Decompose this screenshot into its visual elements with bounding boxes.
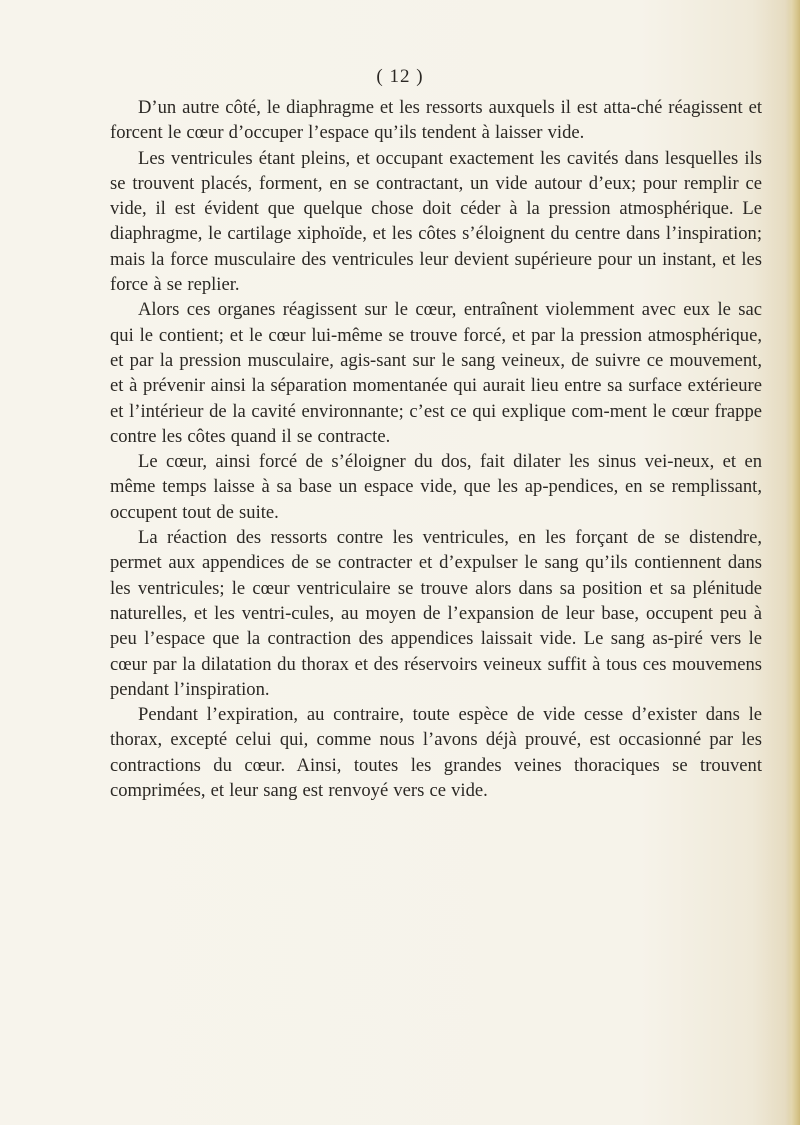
paragraph-2: Les ventricules étant pleins, et occupant exactement les cavités dans lesquelles ils se trouvent placés, forment, en se contractant, un vide autour d’eux; pour remplir ce vide, il est évident que quelque chose doit céder à la pression atmosphérique. Le diaphragme, le cartilage xiphoïde, et les côtes s’éloignent du centre dans l’inspiration; mais la force musculaire des ventricules leur devient supérieure pour un instant, et les force à se replier. (110, 147, 762, 296)
paragraph-3: Alors ces organes réagissent sur le cœur, entraînent violemment avec eux le sac qui le contient; et le cœur lui-même se trouve forcé, et par la pression atmosphérique, et par la pression musculaire, agis-sant sur le sang veineux, de suivre ce mouvement, et à prévenir ainsi la séparation momentanée qui aurait lieu entre sa surface extérieure et l’intérieur de la cavité environnante; c’est ce qui explique com-ment le cœur frappe contre les côtes quand il se contracte. (110, 299, 762, 447)
page-binding-edge (786, 0, 800, 1125)
paragraph-4: Le cœur, ainsi forcé de s’éloigner du dos, fait dilater les sinus vei-neux, et en même temps laisse à sa base un espace vide, que les ap-pendices, en se remplissant, occupent tout de suite. (110, 451, 762, 523)
body-text (110, 95, 762, 803)
paragraph-1: D’un autre côté, le diaphragme et les ressorts auxquels il est atta-ché réagissent et forcent le cœur d’occuper l’espace qu’ils tendent à laisser vide. (110, 97, 762, 144)
paragraph-6: Pendant l’expiration, au contraire, toute espèce de vide cesse d’exister dans le thorax, excepté celui qui, comme nous l’avons déjà prouvé, est occasionné par les contractions du cœur. Ainsi, toutes les grandes veines thoraciques se trouvent comprimées, et leur sang est renvoyé vers ce vide. (110, 704, 762, 802)
paragraph-5: La réaction des ressorts contre les ventricules, en les forçant de se distendre, permet aux appendices de se contracter et d’expulser le sang qu’ils contiennent dans les ventricules; le cœur ventriculaire se trouve alors dans sa position et sa plénitude naturelles, et les ventri-cules, au moyen de l’expansion de leur base, occupent peu à peu l’espace que la contraction des appendices laissait vide. Le sang as-piré vers le cœur par la dilatation du thorax et des réservoirs veineux suffit à tous ces mouvemens pendant l’inspiration. (110, 527, 762, 700)
page-number: ( 12 ) (376, 66, 424, 87)
